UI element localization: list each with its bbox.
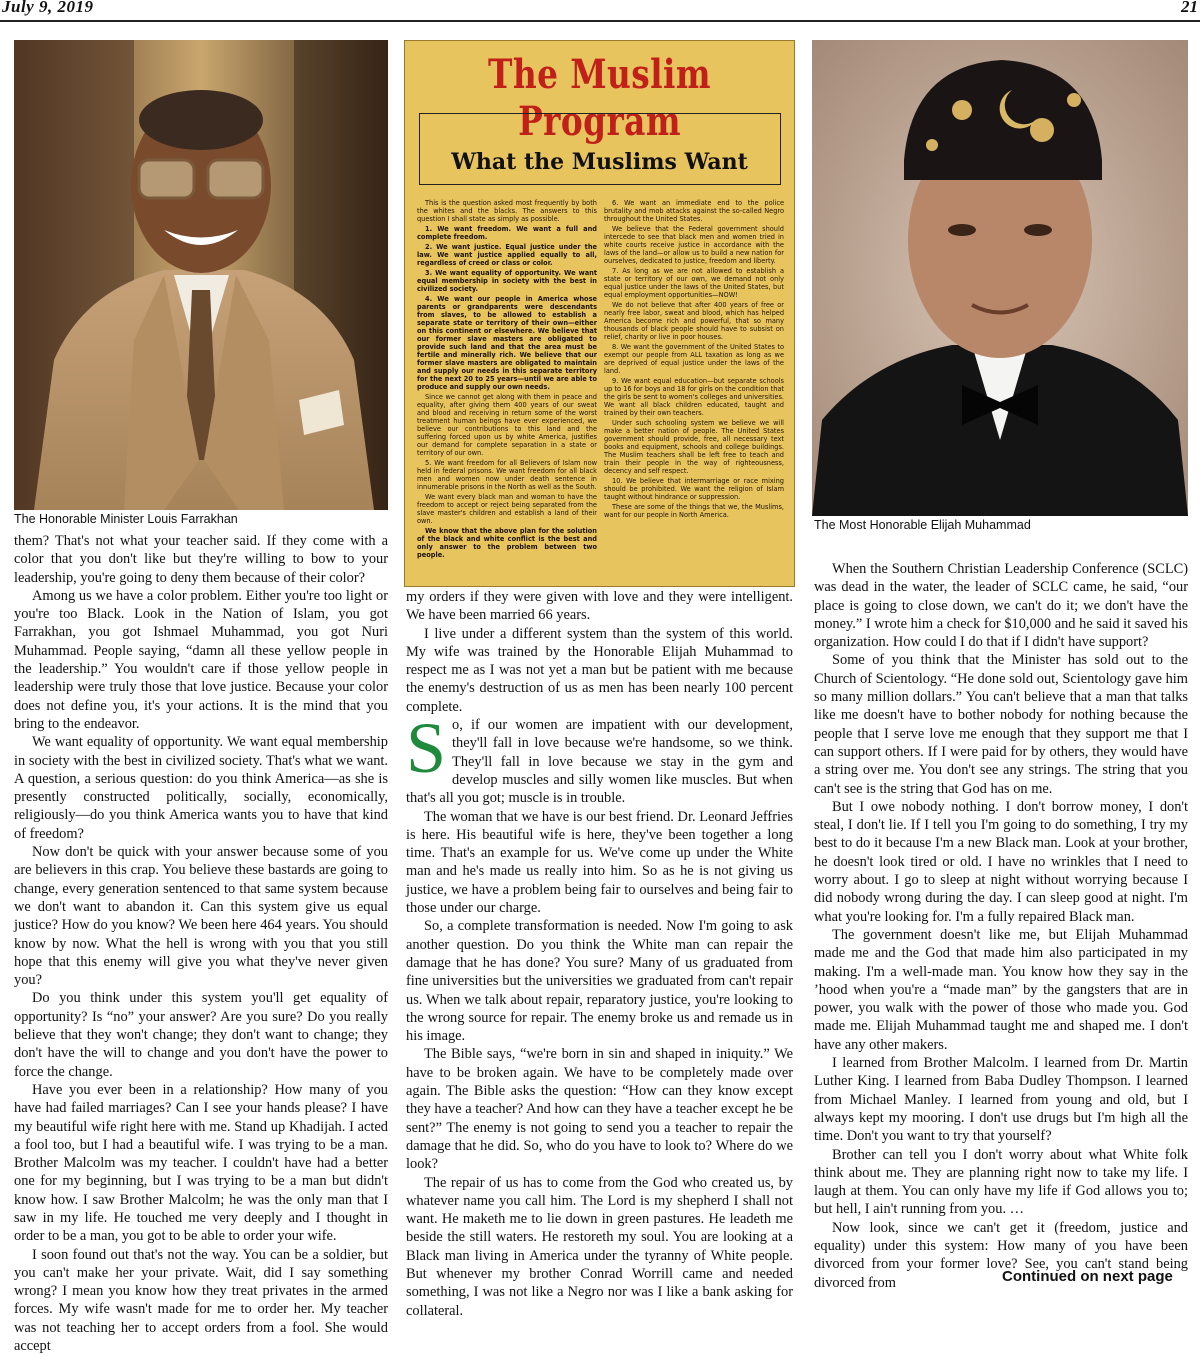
clipping-paragraph: 4. We want our people in America whose parents or grandparents were descendants from slaves, to be allowed to establish a separate state or territory of their own—either on this continent or elsewhere. We believe that our former slave masters are obligated to provide such land and that the area must be fertile and minerally rich. We believe that our former slave masters are obligated to maintain and supply our needs in this separate territory for the next 20 to 25 years—until we are able to produce and supply our own needs.	[417, 295, 597, 391]
article-paragraph: The woman that we have is our best friend. Dr. Leonard Jeffries is here. His beautiful wife is here, they've been together a long time. That's an example for us. We've come up under the White man and he's made us really into him. So as he is not giving us justice, we have a problem being fair to ourselves and being fair to those under our charge.	[406, 808, 793, 917]
article-paragraph: Now don't be quick with your answer because some of you are believers in this crap. You believe these bastards are going to change, every generation sentenced to that same system because we don't want to abandon it. Can this system give us equal justice? How do you know? We been here 464 years. You should know by now. What the hell is wrong with you that you still hope that this enemy will give you what they've never given you?	[14, 844, 388, 989]
clipping-paragraph: 6. We want an immediate end to the police brutality and mob attacks against the so-called Negro throughout the United States.	[604, 199, 784, 223]
article-paragraph: But I owe nobody nothing. I don't borrow money, I don't steal, I don't lie. If I tell you I'm going to do something, I try my best to do it because I'm a new Black man. Look at your brother, he doesn't look tired or old. I have no wrinkles that I need to worry about. I go to sleep at night without worrying because I did nobody wrong during the day. I can sleep good at night. I'm what you're looking for. I'm a fully repaired Black man.	[814, 798, 1188, 925]
clipping-paragraph: 5. We want freedom for all Believers of Islam now held in federal prisons. We want freedom for all black men and women now under death sentence in innumerable prisons in the North as well as the South.	[417, 459, 597, 491]
article-column-1	[14, 532, 388, 1355]
article-column-3	[814, 560, 1188, 1292]
clipping-paragraph: 1. We want freedom. We want a full and complete freedom.	[417, 225, 597, 241]
clipping-paragraph: Under such schooling system we believe we will make a better nation of people. The United States government should provide, free, all necessary text books and equipment, schools and college buildings. The Muslim teachers shall be left free to teach and train their people in the way of righteousness, decency and self respect.	[604, 419, 784, 475]
article-paragraph: The government doesn't like me, but Elijah Muhammad made me and the God that made him also participated in my making. I'm a well-made man. You know how they say in the ’hood when you're a “made man” by the gangsters that are in power, you walk with the power of those who made you. God made me. Elijah Muhammad taught me and shaped me. I don't have any other makers.	[814, 926, 1188, 1053]
article-paragraph: my orders if they were given with love and they were intelligent. We have been married 66 years.	[406, 589, 793, 624]
continued-next-page-link[interactable]: Continued on next page	[1002, 1268, 1173, 1285]
article-paragraph: We want equality of opportunity. We want equal membership in society with the best in civilized society. That's what we want. A question, a serious question: do you think America—as she is presently constructed politically, socially, economically, religiously—do you think America wants you to have that kind of freedom?	[14, 734, 388, 842]
clipping-paragraph: We do not believe that after 400 years of free or nearly free labor, sweat and blood, which has helped America become rich and powerful, that so many thousands of black people should have to subsist on relief, charity or live in poor houses.	[604, 301, 784, 341]
article-column-2	[406, 588, 793, 1320]
clipping-paragraph: This is the question asked most frequently by both the whites and the blacks. The answers to this question I shall state as simply as possible.	[417, 199, 597, 223]
article-paragraph: When the Southern Christian Leadership Conference (SCLC) was dead in the water, the leader of SCLC came, he said, “our place is going to close down, we can't do it; we don't have the money.” I wrote him a check for $10,000 and he said it saved his organization. How could I do that if I didn't have support?	[814, 561, 1188, 651]
clipping-paragraph: 7. As long as we are not allowed to establish a state or territory of our own, we demand not only equal justice under the laws of the United States, but equal employment opportunities—NOW!	[604, 267, 784, 299]
clipping-paragraph: 3. We want equality of opportunity. We want equal membership in society with the best in civilized society.	[417, 269, 597, 293]
farrakhan-caption: The Honorable Minister Louis Farrakhan	[14, 512, 238, 526]
clipping-title: The Muslim Program	[488, 51, 711, 145]
clipping-paragraph: We believe that the Federal government should intercede to see that black men and women tried in white courts receive justice in accordance with the laws of the land—or allow us to build a new nation for ourselves, dedicated to justice, freedom and liberty.	[604, 225, 784, 265]
elijah-muhammad-photo	[812, 40, 1188, 516]
article-paragraph: I learned from Brother Malcolm. I learned from Dr. Martin Luther King. I learned from Baba Dudley Thompson. I learned from Michael Manley. I learned from young and old, but I always kept my mooring. I don't use drugs but I'm high all the time. Don't you want to try that yourself?	[814, 1055, 1188, 1145]
clipping-paragraph: 8. We want the government of the United States to exempt our people from ALL taxation as long as we are deprived of equal justice under the laws of the land.	[604, 343, 784, 375]
clipping-paragraph: We want every black man and woman to have the freedom to accept or reject being separated from the slave master's children and establish a land of their own.	[417, 493, 597, 525]
article-paragraph: The Bible says, “we're born in sin and shaped in iniquity.” We have to be broken again. We have to be completely made over again. The Bible asks the question: “How can they know except they have a teacher? And how can they have a teacher except he be sent?” The enemy is not going to send you a teacher to repair the damage that he did. So, who do you have to look to? Where do we look?	[406, 1046, 793, 1173]
clipping-paragraph: 9. We want equal education—but separate schools up to 16 for boys and 18 for girls on the condition that the girls be sent to women's colleges and universities. We want all black children educated, taught and trained by their own teachers.	[604, 377, 784, 417]
article-paragraph: Among us we have a color problem. Either you're too light or you're too Black. Look in the Nation of Islam, you got Farrakhan, you got Ishmael Muhammad, you got Nuri Muhammad. People saying, “damn all these yellow people in the leadership.” You wouldn't care if those yellow people in leadership were truly those that love justice. Because your color does not define you, it's your actions. It is the mind that you bring to the endeavor.	[14, 587, 388, 732]
article-paragraph: them? That's not what your teacher said. If they come with a color that you don't like but they're willing to bow to your leadership, you're going to deny them because of their color?	[14, 533, 388, 586]
issue-date: July 9, 2019	[2, 0, 94, 16]
article-paragraph: Some of you think that the Minister has sold out to the Church of Scientology. “He done sold out, Scientology gave him so many million dollars.” You can't believe that a man that talks like me doesn't have to bother nobody for nothing because the people that I serve love me enough that they support me that I can support others. If I were paid for by others, they would have a string over me. You don't see any strings. The string that you can't see is the string that God has on me.	[814, 652, 1188, 797]
article-paragraph: Do you think under this system you'll get equality of opportunity? Is “no” your answer? Are you sure? Do you really believe that they won't change; they don't want to change; they don't have the will to change and you don't have the power to force the change.	[14, 990, 388, 1080]
clipping-subtitle: What the Muslims Want	[451, 149, 748, 175]
article-paragraph: Now look, since we can't get it (freedom, justice and equality) under this system: How many of you have been divorced from your former love? See, you can't stand being divorced from	[814, 1219, 1188, 1291]
clipping-right-column	[604, 199, 784, 521]
page-header	[0, 0, 1200, 22]
article-paragraph: Brother can tell you I don't worry about what White folk think about me. They are planning right now to take my life. I laugh at them. You can only have my life if God allows you to; but hell, I ain't running from you. …	[814, 1146, 1188, 1218]
dropcap-letter: S	[406, 708, 447, 789]
article-paragraph: I soon found out that's not the way. You can be a soldier, but you can't make her your private. Wait, did I say something wrong? I mean you know how they treat privates in the armed forces. My wife wasn't made for me to order her. My teacher was not teaching her to accept orders from a fool. She would accept	[14, 1246, 388, 1355]
article-paragraph: The repair of us has to come from the God who created us, by whatever name you call him. The Lord is my shepherd I shall not want. He maketh me to lie down in green pastures. He leadeth me beside the still waters. He restoreth my soul. You are looking at a Black man living in America under the tyranny of White people. But whenever my brother Conrad Worrill came and needed something, I was not like a Negro nor was I like a bank asking for collateral.	[406, 1174, 793, 1319]
clipping-paragraph: These are some of the things that we, the Muslims, want for our people in North America.	[604, 503, 784, 519]
clipping-paragraph: 2. We want justice. Equal justice under the law. We want justice applied equally to all, regardless of creed or class or color.	[417, 243, 597, 267]
dropcap-paragraph	[406, 708, 793, 807]
clipping-paragraph: 10. We believe that intermarriage or race mixing should be prohibited. We want the religion of Islam taught without hindrance or suppression.	[604, 477, 784, 501]
dropcap-paragraph-text: o, if our women are impatient with our development, they'll fall in love because we're handsome, so we think. They'll fall in love because we stay in the gym and develop muscles and silly women like muscles. But when that's all you got; muscle is in trouble.	[406, 717, 793, 807]
article-paragraph: I live under a different system than the system of this world. My wife was trained by the Honorable Elijah Muhammad to respect me as I was not yet a man but be patient with me because the enemy's destruction of us as men has been nearly 100 percent complete.	[406, 625, 793, 715]
clipping-left-column	[417, 199, 597, 561]
muslim-program-clipping	[404, 40, 795, 587]
article-paragraph: So, a complete transformation is needed. Now I'm going to ask another question. Do you think the White man can repair the damage that he has done? You sure? Many of us graduated from fine universities but the universities we graduated from can't repair us. When we talk about repair, reparatory justice, you're looking to the wrong source for repair. The enemy broke us and remade us in his image.	[406, 918, 793, 1045]
elijah-muhammad-caption: The Most Honorable Elijah Muhammad	[814, 518, 1031, 532]
farrakhan-photo	[14, 40, 388, 510]
clipping-paragraph: We know that the above plan for the solution of the black and white conflict is the best and only answer to the problem between two people.	[417, 527, 597, 559]
page-number: 21	[1181, 0, 1198, 16]
clipping-paragraph: Since we cannot get along with them in peace and equality, after giving them 400 years of our sweat and blood and receiving in return some of the worst treatment human beings have ever experienced, we believe our contributions to this land and the suffering forced upon us by white America, justifies our demand for complete separation in a state or territory of our own.	[417, 393, 597, 457]
article-paragraph: Have you ever been in a relationship? How many of you have had failed marriages? Can I see your hands please? I have my beautiful wife right here with me. Stand up Khadijah. I acted a fool too, but I had a beautiful wife. I was trying to be a man. Brother Malcolm was my teacher. I couldn't have had a better one for my beginning, but I was trying to be a man but didn't know how. I saw Brother Malcolm; he was the only man that I saw in my life. He touched me very deeply and I thought in order to be a man, you got to be able to order your wife.	[14, 1081, 388, 1245]
